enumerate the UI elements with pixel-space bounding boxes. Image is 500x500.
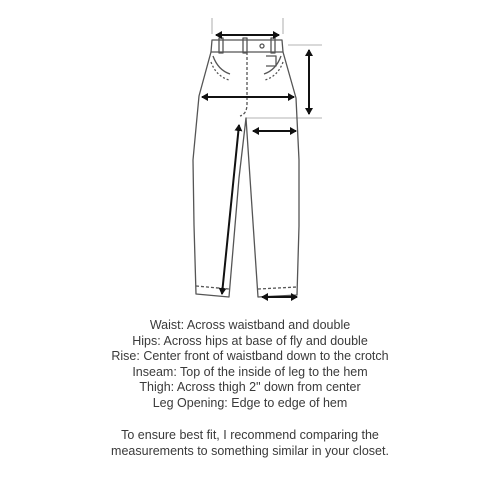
front-pocket-right	[264, 56, 281, 74]
measurement-descriptions	[0, 318, 500, 411]
pocket-stitch-left	[211, 62, 229, 80]
hem-left	[196, 286, 229, 289]
fit-note-line-1: To ensure best fit, I recommend comparing the	[121, 428, 379, 442]
jeans-body	[193, 52, 299, 297]
waist-description: Waist: Across waistband and double	[149, 318, 351, 332]
rise-description: Rise: Center front of waistband down to the crotch	[111, 349, 389, 363]
inseam-description: Inseam: Top of the inside of leg to the hem	[132, 364, 368, 379]
thigh-description: Thigh: Across thigh 2" down from center	[139, 380, 361, 394]
coin-pocket	[266, 56, 276, 66]
button	[260, 44, 264, 48]
pocket-stitch-right	[265, 62, 283, 80]
fit-note	[0, 428, 500, 459]
hips-description: Hips: Across hips at base of fly and double	[132, 333, 368, 348]
jeans-outline	[193, 38, 299, 297]
fit-note-line-2: measurements to something similar in your closet.	[111, 443, 389, 458]
fly-stitch	[240, 52, 247, 116]
leg-opening-description: Leg Opening: Edge to edge of hem	[152, 395, 348, 410]
guide-lines	[212, 18, 322, 118]
hem-right	[258, 287, 297, 289]
front-pocket-left	[213, 56, 230, 74]
